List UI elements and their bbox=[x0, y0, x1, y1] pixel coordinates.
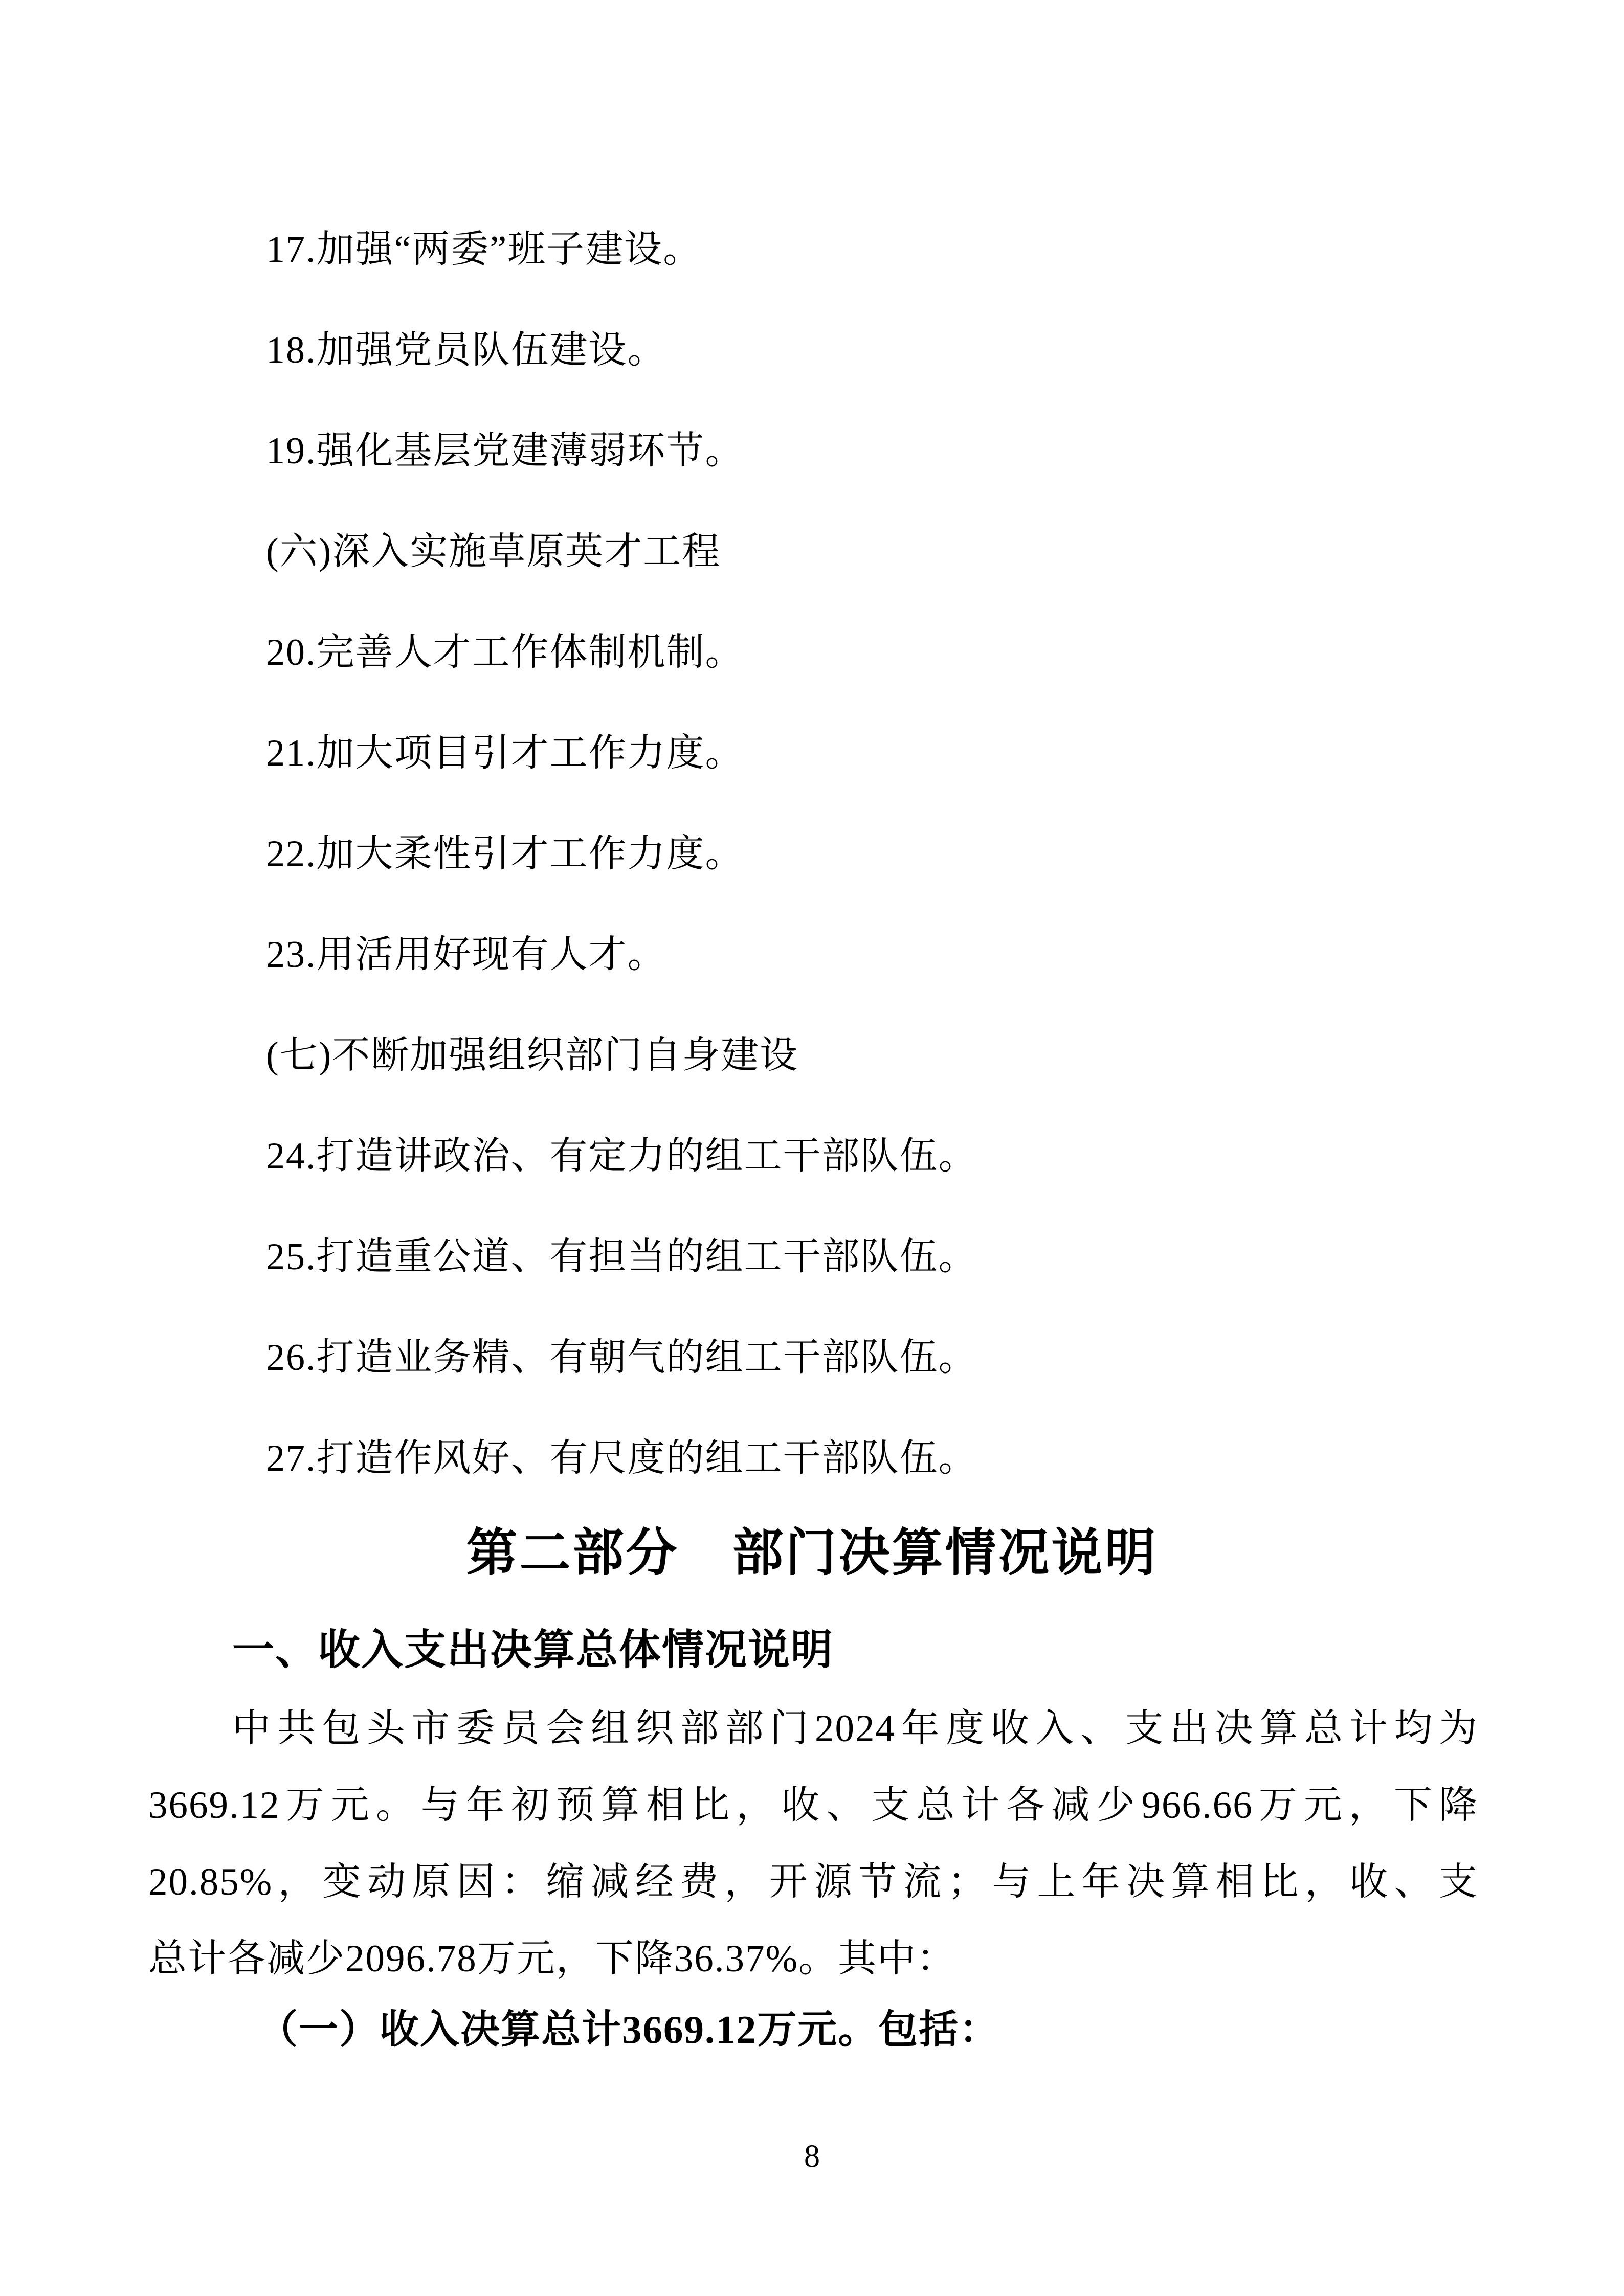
sub-heading: 一、收入支出决算总体情况说明 bbox=[232, 1627, 834, 1673]
list-item-23: 23.用活用好现有人才。 bbox=[266, 934, 666, 976]
list-item-21: 21.加大项目引才工作力度。 bbox=[266, 732, 744, 774]
section-heading: 第二部分 部门决算情况说明 bbox=[466, 1525, 1158, 1582]
summary-paragraph bbox=[148, 1691, 1478, 1997]
list-item-20: 20.完善人才工作体制机制。 bbox=[266, 632, 744, 673]
list-item-18: 18.加强党员队伍建设。 bbox=[266, 329, 666, 371]
paragraph-line: 中共包头市委员会组织部部门2024年度收入、支出决算总计均为 bbox=[232, 1707, 1478, 1750]
outline-list bbox=[266, 199, 1478, 1509]
list-item-section-7: (七)不断加强组织部门自身建设 bbox=[266, 1034, 799, 1076]
list-item-section-6: (六)深入实施草原英才工程 bbox=[266, 531, 721, 573]
list-item-22: 22.加大柔性引才工作力度。 bbox=[266, 833, 744, 875]
list-item-19: 19.强化基层党建薄弱环节。 bbox=[266, 430, 744, 472]
paragraph-line: 3669.12万元。与年初预算相比，收、支总计各减少966.66万元，下降 bbox=[148, 1784, 1478, 1827]
subsection-heading: （一）收入决算总计3669.12万元。包括： bbox=[258, 2008, 1000, 2052]
paragraph-line: 20.85%，变动原因：缩减经费，开源节流；与上年决算相比，收、支 bbox=[148, 1861, 1478, 1903]
page-number: 8 bbox=[804, 2139, 820, 2174]
list-item-24: 24.打造讲政治、有定力的组工干部队伍。 bbox=[266, 1135, 977, 1177]
list-item-25: 25.打造重公道、有担当的组工干部队伍。 bbox=[266, 1236, 977, 1278]
paragraph-line: 总计各减少2096.78万元，下降36.37%。其中： bbox=[148, 1938, 956, 1980]
list-item-17: 17.加强“两委”班子建设。 bbox=[266, 229, 702, 271]
list-item-27: 27.打造作风好、有尺度的组工干部队伍。 bbox=[266, 1437, 977, 1479]
list-item-26: 26.打造业务精、有朝气的组工干部队伍。 bbox=[266, 1337, 977, 1379]
